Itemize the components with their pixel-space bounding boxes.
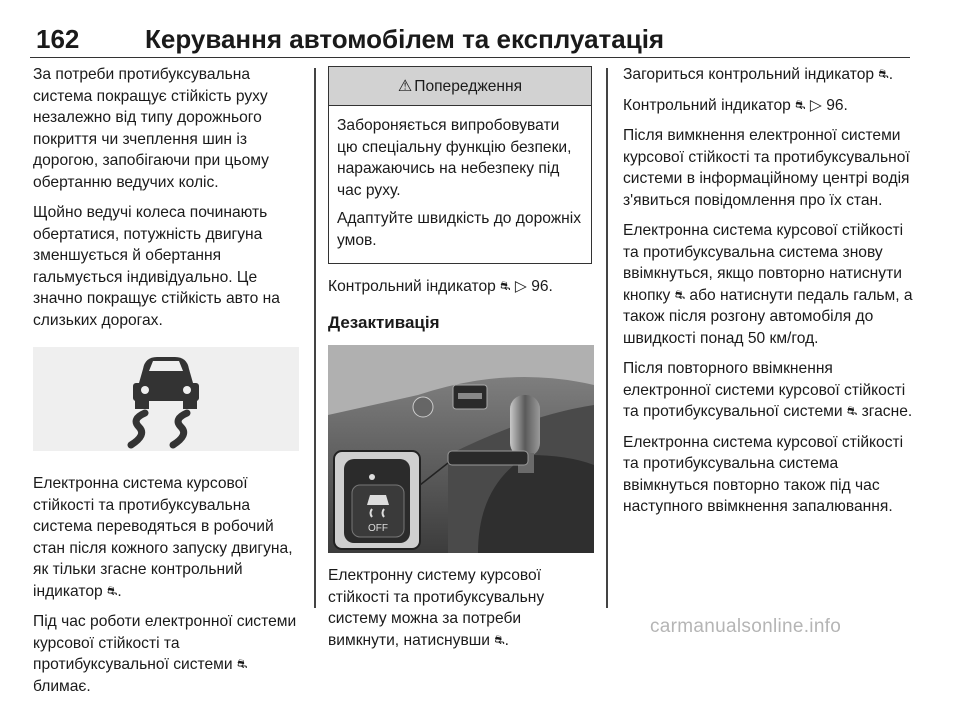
traction-off-indicator-icon: ⛐: [878, 67, 889, 81]
traction-off-indicator-icon: ⛐: [795, 97, 806, 112]
column-divider-2: [606, 68, 608, 608]
paragraph: Електронна система курсової стійкості та протибуксувальна система ввімкнуться повторно також під час наступного ввімкнення запалювання.: [623, 433, 904, 515]
page-ref-icon: ▷: [809, 96, 822, 114]
paragraph: За потреби протибуксувальна система покращує стійкість руху незалежно від типу дорожнього покриття чи зчеплення шин із дорогою, запобігаючи при цьому обертанню ведучих коліс.: [33, 66, 269, 191]
paragraph: або натиснути педаль гальм, а також після розгону автомобіля до швидкості понад 50 км/год.: [623, 286, 913, 347]
traction-off-indicator-icon: ⛐: [846, 404, 858, 418]
gear-shifter-photo: [328, 345, 594, 553]
gear-console-illustration: [328, 345, 594, 553]
paragraph: Електронна система курсової стійкості та протибуксувальна система знову ввімкнуться, якщо повторно натиснути кнопку: [623, 222, 904, 304]
warning-text: Адаптуйте швидкість до дорожніх умов.: [337, 210, 582, 249]
paragraph: Після вимкнення електронної системи курсової стійкості та протибуксувальної системи в інформаційному центрі водія з'явиться повідомлення про їх стан.: [623, 127, 910, 209]
paragraph: блимає.: [33, 677, 91, 695]
traction-off-button-icon: ⛐: [494, 632, 505, 647]
traction-off-button-icon: ⛐: [674, 287, 686, 302]
traction-control-symbol-figure: [33, 347, 299, 451]
skid-car-icon: [33, 347, 299, 451]
skid-car-indicator-icon: ⛐: [236, 657, 248, 671]
watermark: carmanualsonline.info: [650, 616, 842, 637]
warning-box: [328, 66, 592, 264]
page-ref-icon: ▷: [514, 278, 527, 295]
warning-title: Попередження: [414, 78, 523, 95]
off-button-label: OFF: [368, 523, 388, 534]
warning-triangle-icon: ⚠: [397, 78, 413, 95]
warning-text: Забороняється випробовувати цю спеціальну функцію безпеки, наражаючись на небезпеку під час руху.: [337, 117, 572, 199]
paragraph: Після повторного ввімкнення електронної системи курсової стійкості та протибуксувальної системи: [623, 360, 906, 420]
column-divider-1: [314, 68, 316, 608]
paragraph: Щойно ведучі колеса починають обертатися, потужність двигуна зменшується й обертання гальмується індивідуально. Це значно покращує стійкість авто на слизьких дорогах.: [33, 204, 280, 329]
page-ref: 96.: [826, 96, 848, 114]
page-ref: 96.: [531, 278, 553, 295]
paragraph: Загориться контрольний індикатор: [623, 66, 875, 83]
paragraph: Під час роботи електронної системи курсової стійкості та протибуксувальної системи: [33, 613, 297, 673]
paragraph: Контрольний індикатор: [623, 96, 791, 114]
caption: Електронну систему курсової стійкості та протибуксувальну систему можна за потреби вимкнути, натиснувши: [328, 567, 545, 649]
skid-car-indicator-icon: ⛐: [107, 583, 118, 598]
page-header: [30, 22, 910, 58]
paragraph: Електронна система курсової стійкості та протибуксувальна система переводяться в робочий стан після кожного запуску двигуна, як тільки згасне контрольний індикатор: [33, 475, 293, 600]
column-2: ⚠ Попередження Забороняється випробовувати цю спеціальну функцію безпеки, наражаючись на небезпеку під час руху. Адаптуйте швидкість до дорожніх умов. Контрольний індикатор ⛐ ▷ 96. Дезактивація OFF Електронну систему курсової стійкості та протибуксувальну систему можна за потреби вимкнути, натиснувши ⛐.: [328, 64, 592, 660]
warning-header: [329, 67, 591, 106]
column-3: Загориться контрольний індикатор ⛐. Контрольний індикатор ⛐ ▷ 96. Після вимкнення електронної системи курсової стійкості та протибуксувальної системи в інформаційному центрі водія з'явиться повідомлення про їх стан. Електронна система курсової стійкості та протибуксувальна система знову ввімкнуться, якщо повторно натиснути кнопку ⛐ або натиснути педаль гальм, а також після розгону автомобіля до швидкості понад 50 км/год. Після повторного ввімкнення електронної системи курсової стійкості та протибуксувальної системи ⛐ згасне. Електронна система курсової стійкості та протибуксувальна система ввімкнуться повторно також під час наступного ввімкнення запалювання.: [623, 64, 923, 527]
page-title: Керування автомобілем та експлуатація: [145, 24, 665, 54]
page-number: 162: [36, 24, 80, 54]
column-1: За потреби протибуксувальна система покращує стійкість руху незалежно від типу дорожнього покриття чи зчеплення шин із дорогою, запобігаючи при цьому обертанню ведучих коліс. Щойно ведучі колеса починають обертатися, потужність двигуна зменшується й обертання гальмується індивідуально. Це значно покращує стійкість авто на слизьких дорогах. Електронна система курсової стійкості та протибуксувальна система переводяться в робочий стан після кожного запуску двигуна, як тільки згасне контрольний індикатор ⛐. Під час роботи електронної системи курсової стійкості та протибуксувальної системи ⛐ блимає.: [33, 64, 301, 706]
paragraph: згасне.: [861, 403, 913, 420]
skid-car-indicator-icon: ⛐: [500, 279, 511, 293]
indicator-line: Контрольний індикатор: [328, 278, 496, 295]
warning-body: [329, 106, 591, 263]
section-title: Дезактивація: [328, 312, 440, 332]
